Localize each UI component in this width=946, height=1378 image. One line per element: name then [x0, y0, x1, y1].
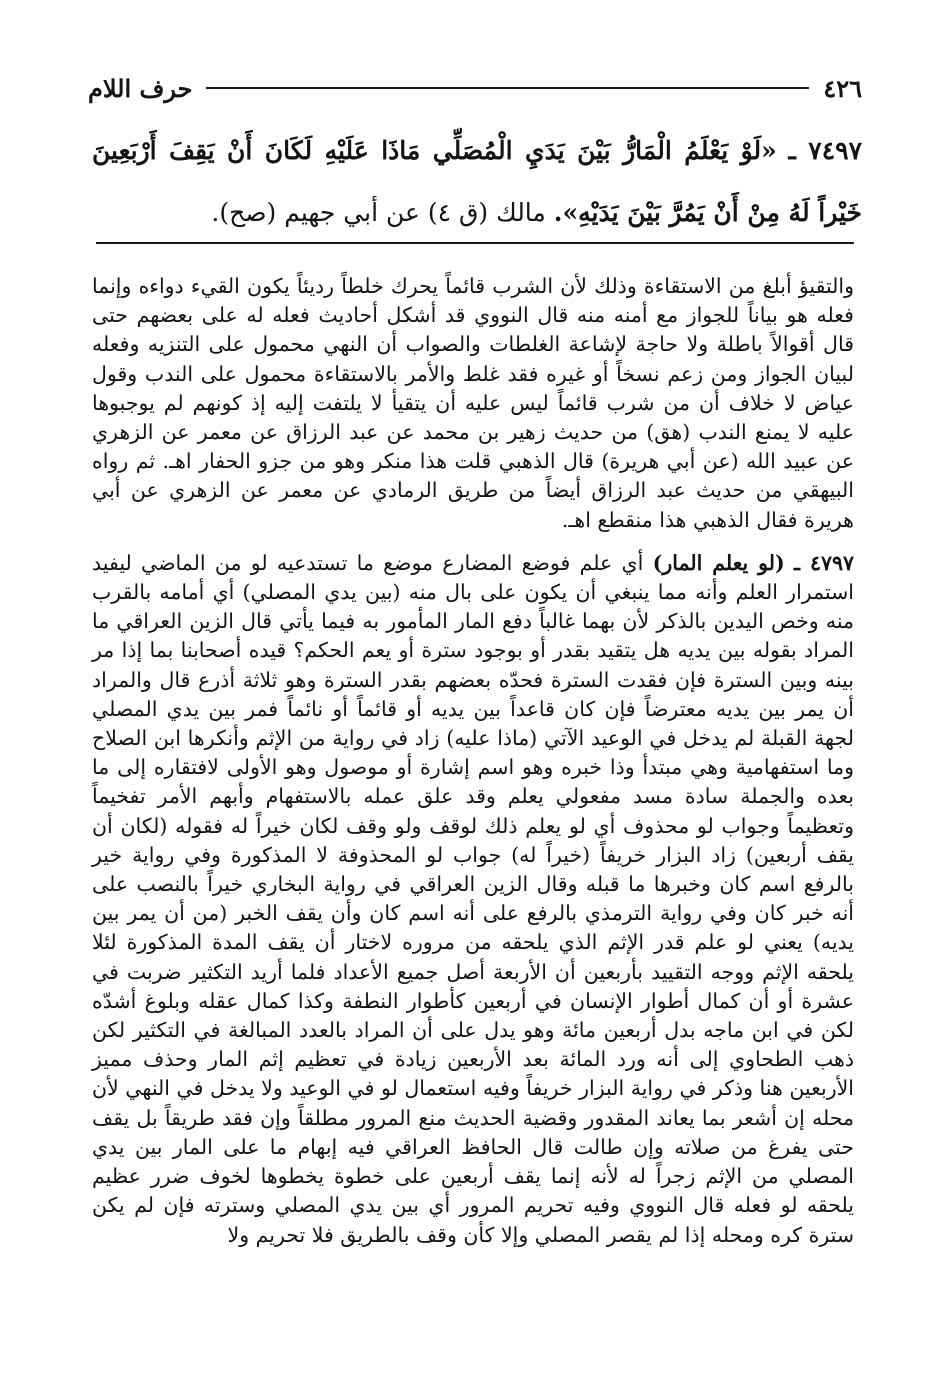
commentary-paragraph-2	[92, 549, 854, 1250]
chapter-title: حرف اللام	[88, 73, 193, 103]
hadith-number: ٧٤٩٧ ـ	[788, 136, 862, 165]
page-header	[88, 70, 862, 106]
hadith-matn: «لَوْ يَعْلَمُ الْمَارُّ بَيْنَ يَدَيِ الْمُصَلِّي مَاذَا عَلَيْهِ لَكَانَ أَنْ يَقِفَ أَرْبَعِينَ خَيْراً لَهُ مِنْ أَنْ يَمُرَّ بَيْنَ يَدَيْهِ».	[92, 136, 862, 227]
section-divider	[96, 242, 854, 244]
commentary-paragraph-1: والتقيؤ أبلغ من الاستقاءة وذلك لأن الشرب قائماً يحرك خلطاً رديئاً يكون القيء دواءه وإنما فعله هو بياناً للجواز مع أمنه منه قال النووي قد أشكل أحاديث فعله له على بعضهم حتى قال أقوالاً باطلة ولا حاجة لإشاعة الغلطات والصواب أن النهي محمول على التنزيه وفعله لبيان الجواز ومن زعم نسخاً أو غيره فقد غلط والأمر بالاستقاءة محمول على الندب وقول عياض لا خلاف أن من شرب قائماً ليس عليه أن يتقيأ لا يلتفت إليه إذ كونهم لم يوجبوها عليه لا يمنع الندب (هق) من حديث زهير بن محمد عن عبد الرزاق عن معمر عن الزهري عن عبيد الله (عن أبي هريرة) قال الذهبي قلت هذا منكر وهو من جزو الحفار اهـ. ثم رواه البيهقي من حديث عبد الرزاق أيضاً من طريق الرمادي عن معمر عن الزهري عن أبي هريرة فقال الذهبي هذا منقطع اهـ.	[92, 274, 854, 532]
hadith-text-block	[92, 120, 862, 244]
header-rule	[206, 87, 809, 89]
commentary-lemma: (لو يعلم المار)	[652, 550, 785, 575]
page-number: ٤٢٦	[823, 73, 862, 103]
commentary-paragraph-2-text: أي علم فوضع المضارع موضع ما تستدعيه لو من الماضي ليفيد استمرار العلم وأنه مما ينبغي أن يكون على بال منه (بين يدي المصلي) أي أمامه بالقرب منه وخص اليدين بالذكر لأن بهما غالباً دفع المار المأمور به فيما يأتي قال الزين العراقي ما المراد بقوله بين يديه هل يتقيد بقدر أو بوجود سترة أو يعم الحكم؟ قيده أصحابنا بما إذا مر بينه وبين السترة فإن فقدت السترة فحدّه بعضهم بقدر السترة وهو ثلاثة أذرع قال والمراد أن يمر بين يديه معترضاً فإن كان قاعداً بين يديه أو قائماً أو نائماً فمر بين يدي المصلي لجهة القبلة لم يدخل في الوعيد الآتي (ماذا عليه) زاد في رواية من الإثم وأنكرها ابن الصلاح وما استفهامية وهي مبتدأ وذا خبره وهو اسم إشارة أو موصول وهو الأولى لافتقاره إلى ما بعده والجملة سادة مسد مفعولي يعلم وقد علق عمله بالاستفهام وأبهم الأمر تفخيماً وتعظيماً وجواب لو محذوف أي لو يعلم ذلك لوقف ولو وقف لكان خيراً له فقوله (لكان أن يقف أربعين) زاد البزار خريفاً (خيراً له) جواب لو المحذوفة لا المذكورة وفي رواية خير بالرفع اسم كان وخبرها ما قبله وقال الزين العراقي في رواية البخاري خيراً بالنصب على أنه خبر كان وفي رواية الترمذي بالرفع على أنه اسم كان وأن يقف الخبر (من أن يمر بين يديه) يعني لو علم قدر الإثم الذي يلحقه من مروره لاختار أن يقف المدة المذكورة لئلا يلحقه الإثم ووجه التقييد بأربعين أن الأربعة أصل جميع الأعداد فلما أريد التكثير ضربت في عشرة أو أن كمال أطوار الإنسان في أربعين كأطوار النطفة وكذا كمال عقله وبلوغ أشدّه لكن في ابن ماجه بدل أربعين مائة وهو يدل على أن المراد بالعدد المبالغة في التكثير لكن ذهب الطحاوي إلى أنه ورد المائة بعد الأربعين زيادة في تعظيم إثم المار وحذف مميز الأربعين هنا وذكر في رواية البزار خريفاً وفيه استعمال لو في الوعيد ولا يدخل في النهي لأن محله إن أشعر بما يعاند المقدور وقضية الحديث منع المرور مطلقاً وإن فقد طريقاً بل يقف حتى يفرغ من صلاته وإن طالت قال الحافظ العراقي فيه إبهام ما على المار بين يدي المصلي من الإثم زجراً له لأنه إنما يقف أربعين على خطوة يخطوها لخوف ضرر عظيم يلحقه لو فعله قال النووي وفيه تحريم المرور أي بين يدي المصلي وسترته فإن لم يكن سترة كره ومحله إذا لم يقصر المصلي وإلا كأن وقف بالطريق فلا تحريم ولا	[92, 550, 854, 1247]
commentary-entry-number: ٤٧٩٧ ـ	[794, 550, 854, 575]
hadith-source: مالك (ق ٤) عن أبي جهيم (صح).	[211, 198, 546, 227]
commentary-block	[92, 272, 854, 1250]
